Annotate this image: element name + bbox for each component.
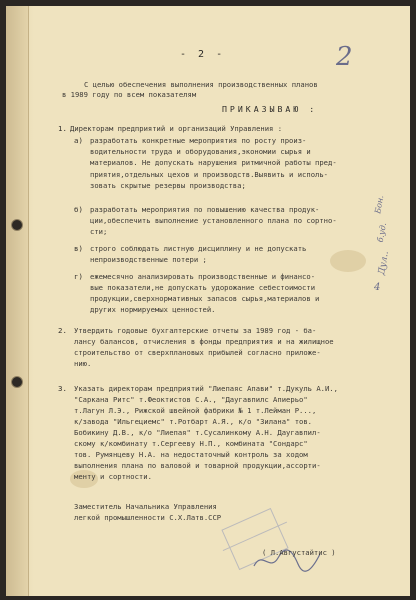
subitem-mark: г) bbox=[74, 272, 83, 281]
item3-line: скому к/комбинату т.Сергееву Н.П., комбината "Сондарс" bbox=[74, 439, 308, 448]
subitem-d-line: ежемесячно анализировать производственные и финансо- bbox=[90, 272, 316, 281]
subitem-c-line: непроизводственные потери ; bbox=[90, 255, 207, 264]
item3-line: к/завода "Ильгециемс" т.Ротбарт А.Я., к/о "Зилана" тов. bbox=[74, 417, 312, 426]
preamble-line: С целью обеспечения выполнения производственных планов bbox=[84, 80, 318, 89]
item3-line: менту и сортности. bbox=[74, 472, 152, 481]
item-number: 2. bbox=[58, 326, 67, 335]
subitem-d-line: продукции,сверхнормативных запасов сырья,материалов и bbox=[90, 294, 320, 303]
margin-note: б.уд. bbox=[375, 222, 388, 243]
page-number: - 2 - bbox=[180, 49, 226, 60]
item3-line: т.Лагун Л.Э., Рижской швейной фабрики № 1 т.Лейман Р..., bbox=[74, 406, 317, 415]
punch-hole-upper bbox=[12, 220, 22, 230]
handwritten-numeral: 2 bbox=[336, 42, 353, 72]
subitem-mark: а) bbox=[74, 136, 83, 145]
signatory-title: легкой промышленности С.Х.Латв.ССР bbox=[74, 513, 222, 522]
item3-line: Указать директорам предприятий "Лиепаяс Апави" т.Дукуль А.И., bbox=[74, 384, 338, 393]
item3-line: "Сарканa Ритс" т.Феоктистов С.А., "Даугавпилс Апиерьо" bbox=[74, 395, 308, 404]
subitem-d-line: других нормируемых ценностей. bbox=[90, 305, 216, 314]
subitem-c-line: строго соблюдать листную дисциплину и не допускать bbox=[90, 244, 307, 253]
item2-line: лансу балансов, отчисления в фонды предприятия и на жилищное bbox=[74, 337, 334, 346]
order-heading: ПРИКАЗЫВАЮ : bbox=[222, 104, 318, 114]
margin-note: 4 bbox=[374, 282, 381, 293]
signatory-title: Заместитель Начальника Управления bbox=[74, 502, 217, 511]
item2-line: строительство от сверхплановых прибылей согласно приложе- bbox=[74, 348, 321, 357]
subitem-a-line: приятия,отдельных цехов и производств.Выявить и исполь- bbox=[90, 170, 328, 179]
item3-line: тов. Румянцеву Н.А. на недостаточный контроль за ходом bbox=[74, 450, 308, 459]
binding-edge bbox=[6, 6, 29, 596]
subitem-a-line: зовать скрытые резервы производства; bbox=[90, 181, 246, 190]
subitem-b-line: разработать мероприятия по повышению качества продук- bbox=[90, 205, 320, 214]
subitem-a-line: материалов. Не допускать нарушения ритмичной работы пред- bbox=[90, 158, 337, 167]
subitem-b-line: сти; bbox=[90, 227, 108, 236]
subitem-a-line: водительности труда и оборудования,экономии сырья и bbox=[90, 147, 311, 156]
item-number: 1. bbox=[58, 124, 67, 133]
subitem-a-line: разработать конкретные мероприятия по росту произ- bbox=[90, 136, 307, 145]
margin-note: Бон. bbox=[373, 194, 386, 215]
signatory-name: ( Л.Августайтис ) bbox=[262, 548, 336, 557]
item2-line: Утвердить годовые бухгалтерские отчеты за 1989 год - ба- bbox=[74, 326, 317, 335]
preamble-line: в 1989 году по всем показателям bbox=[62, 90, 197, 99]
punch-hole-lower bbox=[12, 377, 22, 387]
subitem-b-line: ции,обеспечить выполнение установленного плана по сортно- bbox=[90, 216, 337, 225]
subitem-mark: б) bbox=[74, 205, 83, 214]
item3-line: Бобикину Д.В., к/о "Лиепая" т.Сусалинкому А.Н. Даугавпил- bbox=[74, 428, 321, 437]
subitem-mark: в) bbox=[74, 244, 83, 253]
item3-line: выполнения плана по валовой и товарной продукции,ассорти- bbox=[74, 461, 321, 470]
item-number: 3. bbox=[58, 384, 67, 393]
margin-note: Дул.. bbox=[376, 250, 392, 276]
item2-line: нию. bbox=[74, 359, 92, 368]
item1-text: Директорам предприятий и организаций Управления : bbox=[70, 124, 283, 133]
paper-stain bbox=[330, 250, 366, 272]
subitem-d-line: вые показатели,не допускать удорожание себестоимости bbox=[90, 283, 316, 292]
